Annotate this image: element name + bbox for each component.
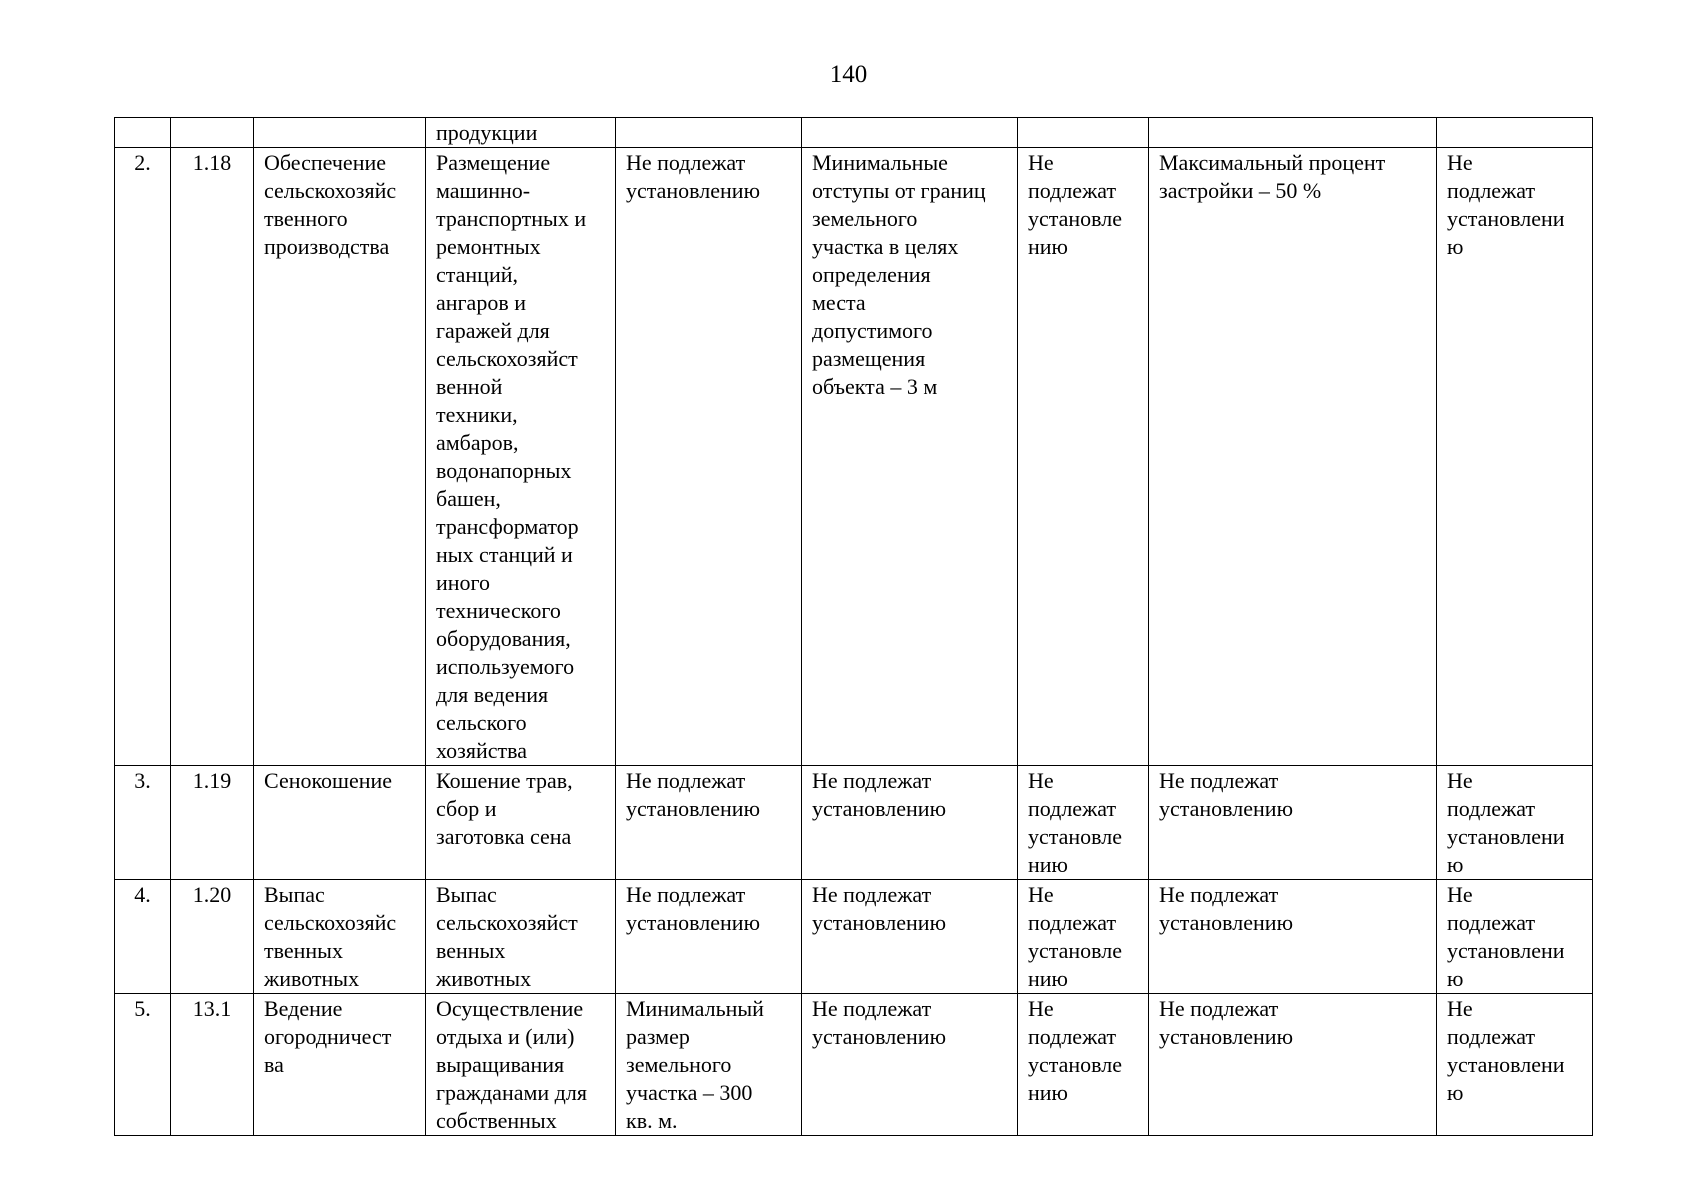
- cell-coverage: Не подлежат установлению: [1149, 766, 1437, 880]
- cell-other: Не подлежат установлени ю: [1437, 880, 1593, 994]
- cell-floors: [1018, 118, 1149, 148]
- cell-floors: Не подлежат установле нию: [1018, 148, 1149, 766]
- cell-num: [115, 118, 171, 148]
- cell-setbacks: Не подлежат установлению: [802, 880, 1018, 994]
- cell-floors: Не подлежат установле нию: [1018, 880, 1149, 994]
- table-row: [115, 880, 1593, 994]
- cell-code: 13.1: [171, 994, 254, 1136]
- cell-floors: Не подлежат установле нию: [1018, 994, 1149, 1136]
- cell-description: Выпас сельскохозяйст венных животных: [426, 880, 616, 994]
- cell-min-size: [616, 118, 802, 148]
- cell-description: Размещение машинно- транспортных и ремонтных станций, ангаров и гаражей для сельскохозяйст венной техники, амбаров, водонапорных башен, трансформатор ных станций и иного технического оборудования, используемого для ведения сельского хозяйства: [426, 148, 616, 766]
- cell-name: Выпас сельскохозяйс твенных животных: [254, 880, 426, 994]
- table-row-continuation: [115, 118, 1593, 148]
- cell-name: Ведение огородничест ва: [254, 994, 426, 1136]
- cell-description: Осуществление отдыха и (или) выращивания гражданами для собственных: [426, 994, 616, 1136]
- cell-description: продукции: [426, 118, 616, 148]
- regulations-table: [114, 117, 1593, 1136]
- cell-other: Не подлежат установлени ю: [1437, 148, 1593, 766]
- cell-setbacks: [802, 118, 1018, 148]
- cell-name: [254, 118, 426, 148]
- cell-code: 1.18: [171, 148, 254, 766]
- cell-other: [1437, 118, 1593, 148]
- cell-num: 4.: [115, 880, 171, 994]
- cell-code: 1.19: [171, 766, 254, 880]
- cell-code: [171, 118, 254, 148]
- table-row: [115, 148, 1593, 766]
- cell-floors: Не подлежат установле нию: [1018, 766, 1149, 880]
- cell-num: 5.: [115, 994, 171, 1136]
- cell-name: Сенокошение: [254, 766, 426, 880]
- cell-num: 3.: [115, 766, 171, 880]
- cell-min-size: Минимальный размер земельного участка – 300 кв. м.: [616, 994, 802, 1136]
- cell-setbacks: Не подлежат установлению: [802, 766, 1018, 880]
- cell-coverage: Не подлежат установлению: [1149, 994, 1437, 1136]
- cell-coverage: Не подлежат установлению: [1149, 880, 1437, 994]
- cell-min-size: Не подлежат установлению: [616, 148, 802, 766]
- cell-name: Обеспечение сельскохозяйс твенного производства: [254, 148, 426, 766]
- table-row: [115, 994, 1593, 1136]
- cell-min-size: Не подлежат установлению: [616, 766, 802, 880]
- cell-min-size: Не подлежат установлению: [616, 880, 802, 994]
- cell-setbacks: Минимальные отступы от границ земельного участка в целях определения места допустимого размещения объекта – 3 м: [802, 148, 1018, 766]
- cell-num: 2.: [115, 148, 171, 766]
- cell-code: 1.20: [171, 880, 254, 994]
- table-row: [115, 766, 1593, 880]
- cell-description: Кошение трав, сбор и заготовка сена: [426, 766, 616, 880]
- cell-other: Не подлежат установлени ю: [1437, 766, 1593, 880]
- cell-coverage: [1149, 118, 1437, 148]
- page-number: 140: [829, 61, 868, 88]
- cell-other: Не подлежат установлени ю: [1437, 994, 1593, 1136]
- cell-coverage: Максимальный процент застройки – 50 %: [1149, 148, 1437, 766]
- cell-setbacks: Не подлежат установлению: [802, 994, 1018, 1136]
